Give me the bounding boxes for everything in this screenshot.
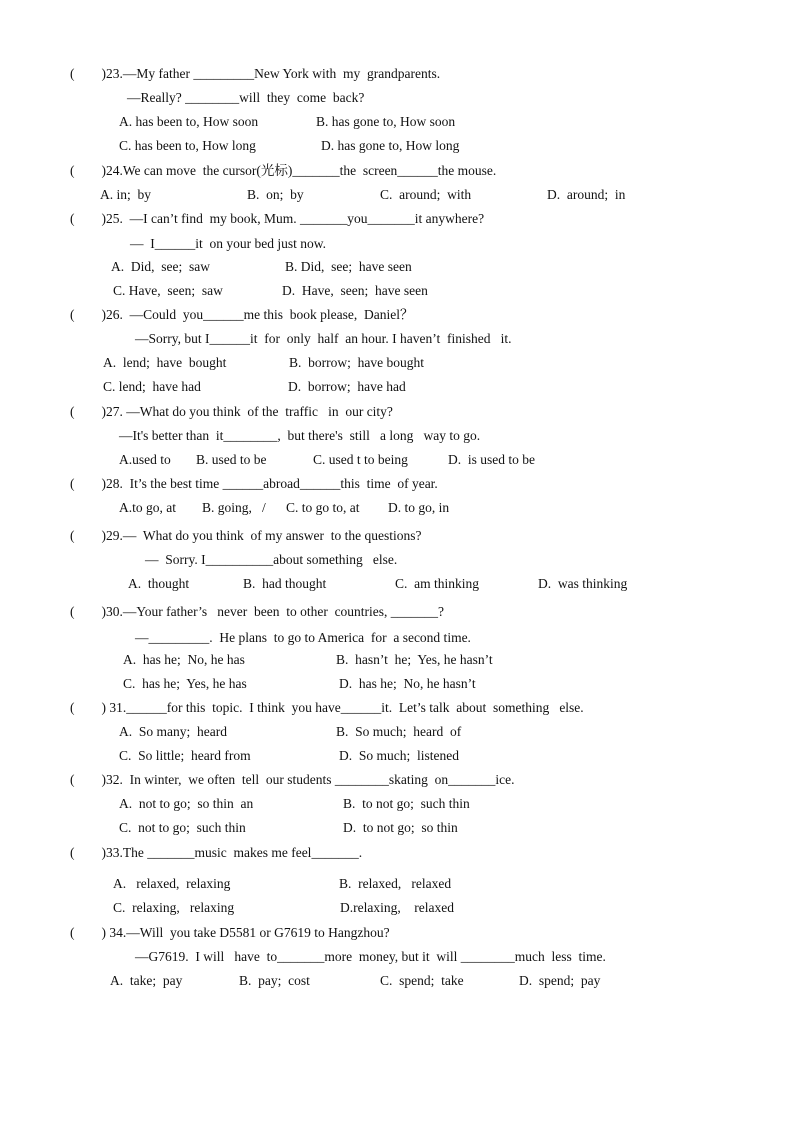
question-33-stem: ( )33.The _______music makes me feel_______. bbox=[70, 845, 363, 860]
question-23-dialog: —Really? ________will they come back? bbox=[127, 90, 365, 105]
question-32-option-a: A. not to go; so thin an bbox=[119, 796, 254, 811]
question-25-option-b: B. Did, see; have seen bbox=[285, 259, 412, 274]
question-27-option-c: C. used t to being bbox=[313, 452, 408, 467]
question-32-stem: ( )32. In winter, we often tell our students ________skating on_______ice. bbox=[70, 772, 515, 787]
question-27-stem: ( )27. —What do you think of the traffic in our city? bbox=[70, 404, 393, 419]
question-30-option-b: B. hasn’t he; Yes, he hasn’t bbox=[336, 652, 493, 667]
question-28-stem: ( )28. It’s the best time ______abroad______this time of year. bbox=[70, 476, 438, 491]
question-23-option-d: D. has gone to, How long bbox=[321, 138, 460, 153]
question-24-option-a: A. in; by bbox=[100, 187, 152, 202]
question-27-option-b: B. used to be bbox=[196, 452, 267, 467]
question-31-option-c: C. So little; heard from bbox=[119, 748, 251, 763]
question-32-option-b: B. to not go; such thin bbox=[343, 796, 470, 811]
question-29-dialog: — Sorry. I__________about something else. bbox=[145, 552, 398, 567]
question-26-stem: ( )26. —Could you______me this book please, Daniel？ bbox=[70, 307, 414, 322]
question-25-dialog: — I______it on your bed just now. bbox=[130, 236, 326, 251]
question-27-option-d: D. is used to be bbox=[448, 452, 535, 467]
question-27-dialog: —It's better than it________, but there's still a long way to go. bbox=[119, 428, 481, 443]
question-25-option-c: C. Have, seen; saw bbox=[113, 283, 223, 298]
question-34-option-c: C. spend; take bbox=[380, 973, 464, 988]
question-24-option-b: B. on; by bbox=[247, 187, 304, 202]
question-28-option-a: A.to go, at bbox=[119, 500, 176, 515]
question-29-option-c: C. am thinking bbox=[395, 576, 479, 591]
question-29-option-d: D. was thinking bbox=[538, 576, 628, 591]
question-31-option-d: D. So much; listened bbox=[339, 748, 459, 763]
question-24-option-d: D. around; in bbox=[547, 187, 626, 202]
question-26-option-a: A. lend; have bought bbox=[103, 355, 227, 370]
question-34-option-a: A. take; pay bbox=[110, 973, 183, 988]
question-28-option-d: D. to go, in bbox=[388, 500, 450, 515]
question-29-option-a: A. thought bbox=[128, 576, 190, 591]
question-30-option-d: D. has he; No, he hasn’t bbox=[339, 676, 476, 691]
question-34-stem: ( ) 34.—Will you take D5581 or G7619 to Hangzhou? bbox=[70, 925, 390, 940]
question-32-option-d: D. to not go; so thin bbox=[343, 820, 458, 835]
question-25-stem: ( )25. —I can’t find my book, Mum. _______you_______it anywhere? bbox=[70, 211, 485, 226]
question-33-option-c: C. relaxing, relaxing bbox=[113, 900, 235, 915]
question-28-option-b: B. going, / bbox=[202, 500, 266, 515]
question-30-stem: ( )30.—Your father’s never been to other countries, _______? bbox=[70, 604, 445, 619]
question-25-option-d: D. Have, seen; have seen bbox=[282, 283, 428, 298]
question-28-option-c: C. to go to, at bbox=[286, 500, 360, 515]
question-29-stem: ( )29.— What do you think of my answer to the questions? bbox=[70, 528, 422, 543]
question-23-option-a: A. has been to, How soon bbox=[119, 114, 259, 129]
question-34-dialog: —G7619. I will have to_______more money, but it will ________much less time. bbox=[135, 949, 606, 964]
question-32-option-c: C. not to go; such thin bbox=[119, 820, 246, 835]
question-24-option-c: C. around; with bbox=[380, 187, 472, 202]
question-23-stem: ( )23.—My father _________New York with my grandparents. bbox=[70, 66, 441, 81]
question-34-option-b: B. pay; cost bbox=[239, 973, 310, 988]
question-31-option-b: B. So much; heard of bbox=[336, 724, 462, 739]
question-23-option-c: C. has been to, How long bbox=[119, 138, 256, 153]
question-33-option-d: D.relaxing, relaxed bbox=[340, 900, 454, 915]
question-29-option-b: B. had thought bbox=[243, 576, 327, 591]
question-26-option-d: D. borrow; have had bbox=[288, 379, 406, 394]
question-25-option-a: A. Did, see; saw bbox=[111, 259, 210, 274]
question-34-option-d: D. spend; pay bbox=[519, 973, 601, 988]
question-26-dialog: —Sorry, but I______it for only half an hour. I haven’t finished it. bbox=[135, 331, 512, 346]
question-30-option-a: A. has he; No, he has bbox=[123, 652, 245, 667]
question-23-option-b: B. has gone to, How soon bbox=[316, 114, 456, 129]
question-26-option-c: C. lend; have had bbox=[103, 379, 201, 394]
question-26-option-b: B. borrow; have bought bbox=[289, 355, 424, 370]
question-33-option-b: B. relaxed, relaxed bbox=[339, 876, 452, 891]
question-33-option-a: A. relaxed, relaxing bbox=[113, 876, 231, 891]
question-27-option-a: A.used to bbox=[119, 452, 171, 467]
question-31-stem: ( ) 31.______for this topic. I think you have______it. Let’s talk about something else. bbox=[70, 700, 584, 715]
question-30-dialog: —_________. He plans to go to America for a second time. bbox=[135, 630, 471, 645]
question-24-stem: ( )24.We can move the cursor(光标)_______the screen______the mouse. bbox=[70, 163, 497, 178]
question-31-option-a: A. So many; heard bbox=[119, 724, 227, 739]
question-30-option-c: C. has he; Yes, he has bbox=[123, 676, 247, 691]
